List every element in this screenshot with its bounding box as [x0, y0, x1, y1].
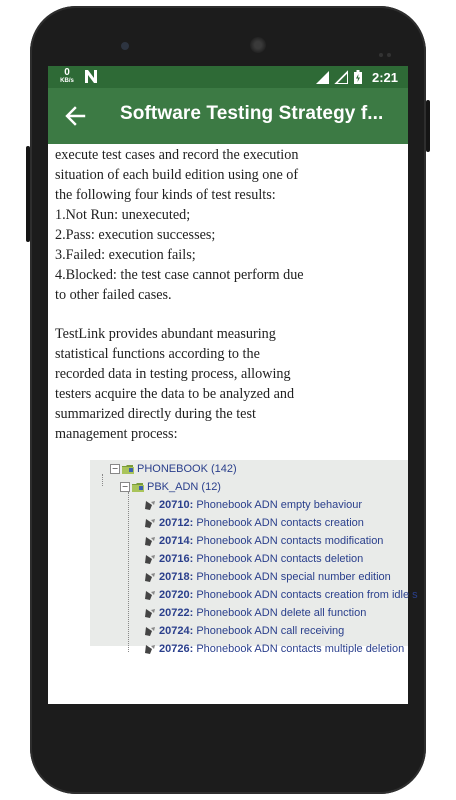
front-camera [121, 42, 129, 50]
test-case-row: 20720: Phonebook ADN contacts creation from idle s [144, 586, 418, 604]
text-line: 2.Pass: execution successes; [55, 227, 216, 243]
test-case-row: 20710: Phonebook ADN empty behaviour [144, 496, 362, 514]
test-case-row: 20716: Phonebook ADN contacts deletion [144, 550, 363, 568]
tree-root-label: PHONEBOOK (142) [137, 463, 237, 475]
text-line: the following four kinds of test results: [55, 187, 276, 203]
test-case-row: 20712: Phonebook ADN contacts creation [144, 514, 364, 532]
proximity-sensors [379, 44, 395, 48]
test-case-row: 20726: Phonebook ADN contacts multiple deletion [144, 640, 404, 658]
test-case-icon [144, 590, 156, 601]
text-line: to other failed cases. [55, 287, 172, 303]
test-case-icon [144, 572, 156, 583]
signal-empty-icon [335, 71, 348, 84]
earpiece-speaker [250, 37, 266, 53]
text-line: summarized directly during the test [55, 406, 256, 422]
data-speed-value: 0 [64, 67, 70, 78]
text-line: 4.Blocked: the test case cannot perform due [55, 267, 304, 283]
text-line: situation of each build edition using one of [55, 167, 299, 183]
collapse-icon: − [121, 482, 129, 492]
test-case-row: 20714: Phonebook ADN contacts modification [144, 532, 383, 550]
tree-suite-node [120, 478, 221, 496]
volume-button [26, 146, 30, 242]
test-case-icon [144, 608, 156, 619]
text-line: management process: [55, 426, 178, 442]
signal-full-icon [316, 71, 329, 84]
article-content[interactable] [48, 144, 418, 704]
app-bar [48, 88, 408, 144]
paragraph-testlink-functions [55, 324, 345, 444]
clock: 2:21 [371, 69, 398, 85]
data-speed-indicator [58, 68, 76, 86]
n-app-icon [84, 69, 98, 84]
folder-icon [122, 464, 134, 474]
testlink-tree-image [90, 460, 418, 655]
text-line: TestLink provides abundant measuring [55, 326, 276, 342]
text-line: statistical functions according to the [55, 346, 260, 362]
status-icons [316, 66, 398, 88]
device-screen [48, 66, 418, 704]
text-line: recorded data in testing process, allowing [55, 366, 291, 382]
tree-suite-label: PBK_ADN (12) [147, 481, 221, 493]
test-case-icon [144, 518, 156, 529]
test-case-icon [144, 554, 156, 565]
data-speed-unit: KB/s [60, 78, 74, 84]
text-line: 3.Failed: execution fails; [55, 247, 196, 263]
folder-icon [132, 482, 144, 492]
power-button [426, 100, 430, 152]
arrow-left-icon[interactable] [64, 105, 86, 127]
text-line: execute test cases and record the execution [55, 147, 299, 163]
test-case-icon [144, 500, 156, 511]
tree-root-node [110, 460, 237, 478]
text-line: 1.Not Run: unexecuted; [55, 207, 191, 223]
test-case-row: 20718: Phonebook ADN special number edition [144, 568, 391, 586]
status-bar [48, 66, 408, 88]
text-line: testers acquire the data to be analyzed and [55, 386, 295, 402]
test-case-icon [144, 626, 156, 637]
collapse-icon: − [111, 464, 119, 474]
test-case-icon [144, 536, 156, 547]
test-case-row: 20724: Phonebook ADN call receiving [144, 622, 344, 640]
paragraph-test-results [55, 145, 345, 305]
test-case-row: 20722: Phonebook ADN delete all function [144, 604, 366, 622]
test-case-icon [144, 644, 156, 655]
battery-charging-icon [354, 70, 362, 84]
page-title: Software Testing Strategy f... [120, 103, 384, 124]
